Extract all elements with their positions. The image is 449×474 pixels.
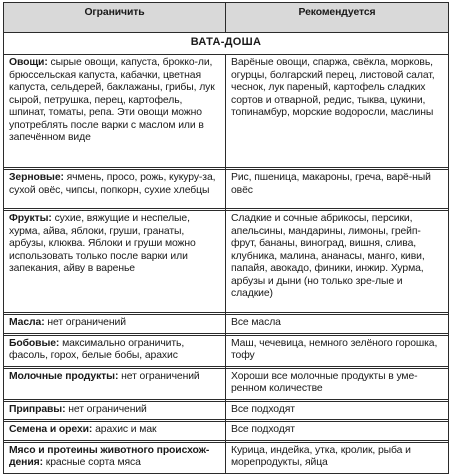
limit-cell (4, 211, 226, 313)
limit-cell (4, 442, 226, 473)
table-row (4, 368, 449, 399)
limit-text: арахис и мак (92, 424, 157, 435)
limit-cell (4, 335, 226, 366)
header-row (4, 3, 449, 33)
table-row (4, 335, 449, 366)
category-label: Семена и орехи: (9, 424, 93, 435)
limit-text: максимально ограничить, фасоль, горох, белые бобы, арахис (9, 337, 185, 361)
category-label: Мясо и протеины животного происхож-дения: (9, 444, 210, 468)
header-limit: Ограничить (4, 3, 226, 33)
recommend-cell: Хороши все молочные продукты в уме-ренном количестве (226, 368, 449, 399)
table-row (4, 55, 449, 168)
category-label: Зерновые: (9, 172, 64, 183)
table-row (4, 170, 449, 209)
limit-cell (4, 368, 226, 399)
category-label: Масла: (9, 317, 45, 328)
limit-text: сухие, вяжущие и неспелые, хурма, айва, яблоки, груши, гранаты, арбузы, клюква. Яблоки и груши можно использовать только после варки или запекания, айву в варенье (9, 213, 196, 274)
recommend-cell: Все подходят (226, 422, 449, 441)
section-row (4, 33, 449, 55)
limit-text: нет ограничений (44, 317, 126, 328)
category-label: Овощи: (9, 57, 48, 68)
recommend-cell: Сладкие и сочные абрикосы, персики, апельсины, мандарины, лимоны, грейп-фрут, бананы, виноград, вишня, слива, клубника, малина, ананасы, манго, киви, папайя, авокадо, финики, инжир. Хурма, арбузы и дыни (но только зре-лые и сладкие) (226, 211, 449, 313)
limit-cell (4, 422, 226, 441)
limit-text: красные сорта мяса (42, 457, 141, 468)
table-row (4, 442, 449, 473)
limit-text: нет ограничений (118, 370, 200, 382)
recommend-cell: Рис, пшеница, макароны, греча, варё-ный овёс (226, 170, 449, 209)
section-title: ВАТА-ДОША (4, 33, 449, 55)
limit-cell (4, 170, 226, 209)
limit-cell (4, 315, 226, 334)
limit-text: ячмень, просо, рожь, кукуру-за, сухой овёс, чипсы, попкорн, сухие хлебцы (9, 172, 216, 196)
recommend-cell: Курица, индейка, утка, кролик, рыба и морепродукты, яйца (226, 442, 449, 473)
category-label: Приправы: (9, 403, 66, 415)
limit-text: нет ограничений (65, 403, 147, 415)
limit-cell (4, 401, 226, 420)
category-label: Молочные продукты: (9, 370, 119, 382)
table-row (4, 422, 449, 441)
category-label: Бобовые: (9, 337, 60, 349)
recommend-cell: Все масла (226, 315, 449, 334)
recommend-cell: Варёные овощи, спаржа, свёкла, морковь, огурцы, болгарский перец, листовой салат, чеснок, лук пареный, картофель сладких сортов и отварной, редис, тыква, цукини, топинамбур, морские водоросли, маслины (226, 55, 449, 168)
header-recommend: Рекомендуется (226, 3, 449, 33)
category-label: Фрукты: (9, 213, 52, 224)
recommend-cell: Все подходят (226, 401, 449, 420)
limit-text: сырые овощи, капуста, брокко-ли, брюссельская капуста, кабачки, цветная капуста, сельдерей, баклажаны, грибы, лук сырой, петрушка, перец, картофель, шпинат, томаты, репа. Эти овощи можно употреблять после варки с маслом или в запечённом виде (9, 57, 215, 143)
vata-dosha-table (3, 2, 449, 474)
limit-cell (4, 55, 226, 168)
table-row (4, 211, 449, 313)
table-row (4, 315, 449, 334)
table-row (4, 401, 449, 420)
recommend-cell: Маш, чечевица, немного зелёного горошка, тофу (226, 335, 449, 366)
document-page (3, 2, 448, 474)
